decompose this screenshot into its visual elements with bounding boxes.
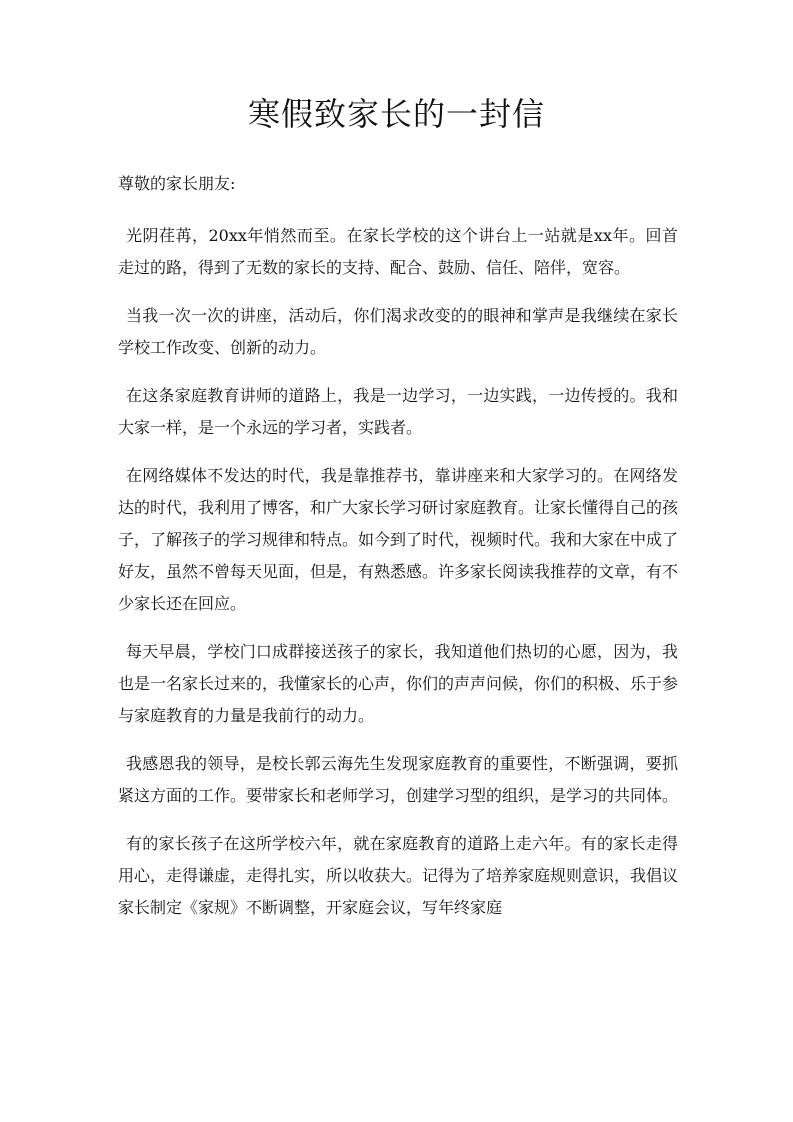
paragraph: 在网络媒体不发达的时代，我是靠推荐书，靠讲座来和大家学习的。在网络发达的时代，我利用了博客，和广大家长学习研讨家庭教育。让家长懂得自己的孩子，了解孩子的学习规律和特点。如今到了时代，视频时代。我和大家在中成了好友，虽然不曾每天见面，但是，有熟悉感。许多家长阅读我推荐的文章，有不少家长还在回应。: [118, 466, 679, 613]
paragraph: 每天早晨，学校门口成群接送孩子的家长，我知道他们热切的心愿，因为，我也是一名家长过来的，我懂家长的心声，你们的声声问候，你们的积极、乐于参与家庭教育的力量是我前行的动力。: [118, 642, 679, 725]
paragraph: 在这条家庭教育讲师的道路上，我是一边学习，一边实践，一边传授的。我和大家一样，是一个永远的学习者，实践者。: [118, 386, 678, 437]
document-title: 寒假致家长的一封信: [247, 95, 545, 133]
salutation: 尊敬的家长朋友:: [118, 174, 236, 193]
paragraph: 当我一次一次的讲座，活动后，你们渴求改变的的眼神和掌声是我继续在家长学校工作改变、创新的动力。: [118, 306, 678, 357]
document-body: [118, 168, 678, 940]
paragraph: 有的家长孩子在这所学校六年，就在家庭教育的道路上走六年。有的家长走得用心，走得谦虚，走得扎实，所以收获大。记得为了培养家庭规则意识，我倡议家长制定《家规》不断调整，开家庭会议，写年终家庭: [118, 834, 679, 917]
paragraph: 我感恩我的领导，是校长郭云海先生发现家庭教育的重要性，不断强调，要抓紧这方面的工作。要带家长和老师学习，创建学习型的组织，是学习的共同体。: [118, 754, 679, 805]
paragraph: 光阴荏苒，20xx年悄然而至。在家长学校的这个讲台上一站就是xx年。回首走过的路，得到了无数的家长的支持、配合、鼓励、信任、陪伴，宽容。: [118, 226, 678, 277]
